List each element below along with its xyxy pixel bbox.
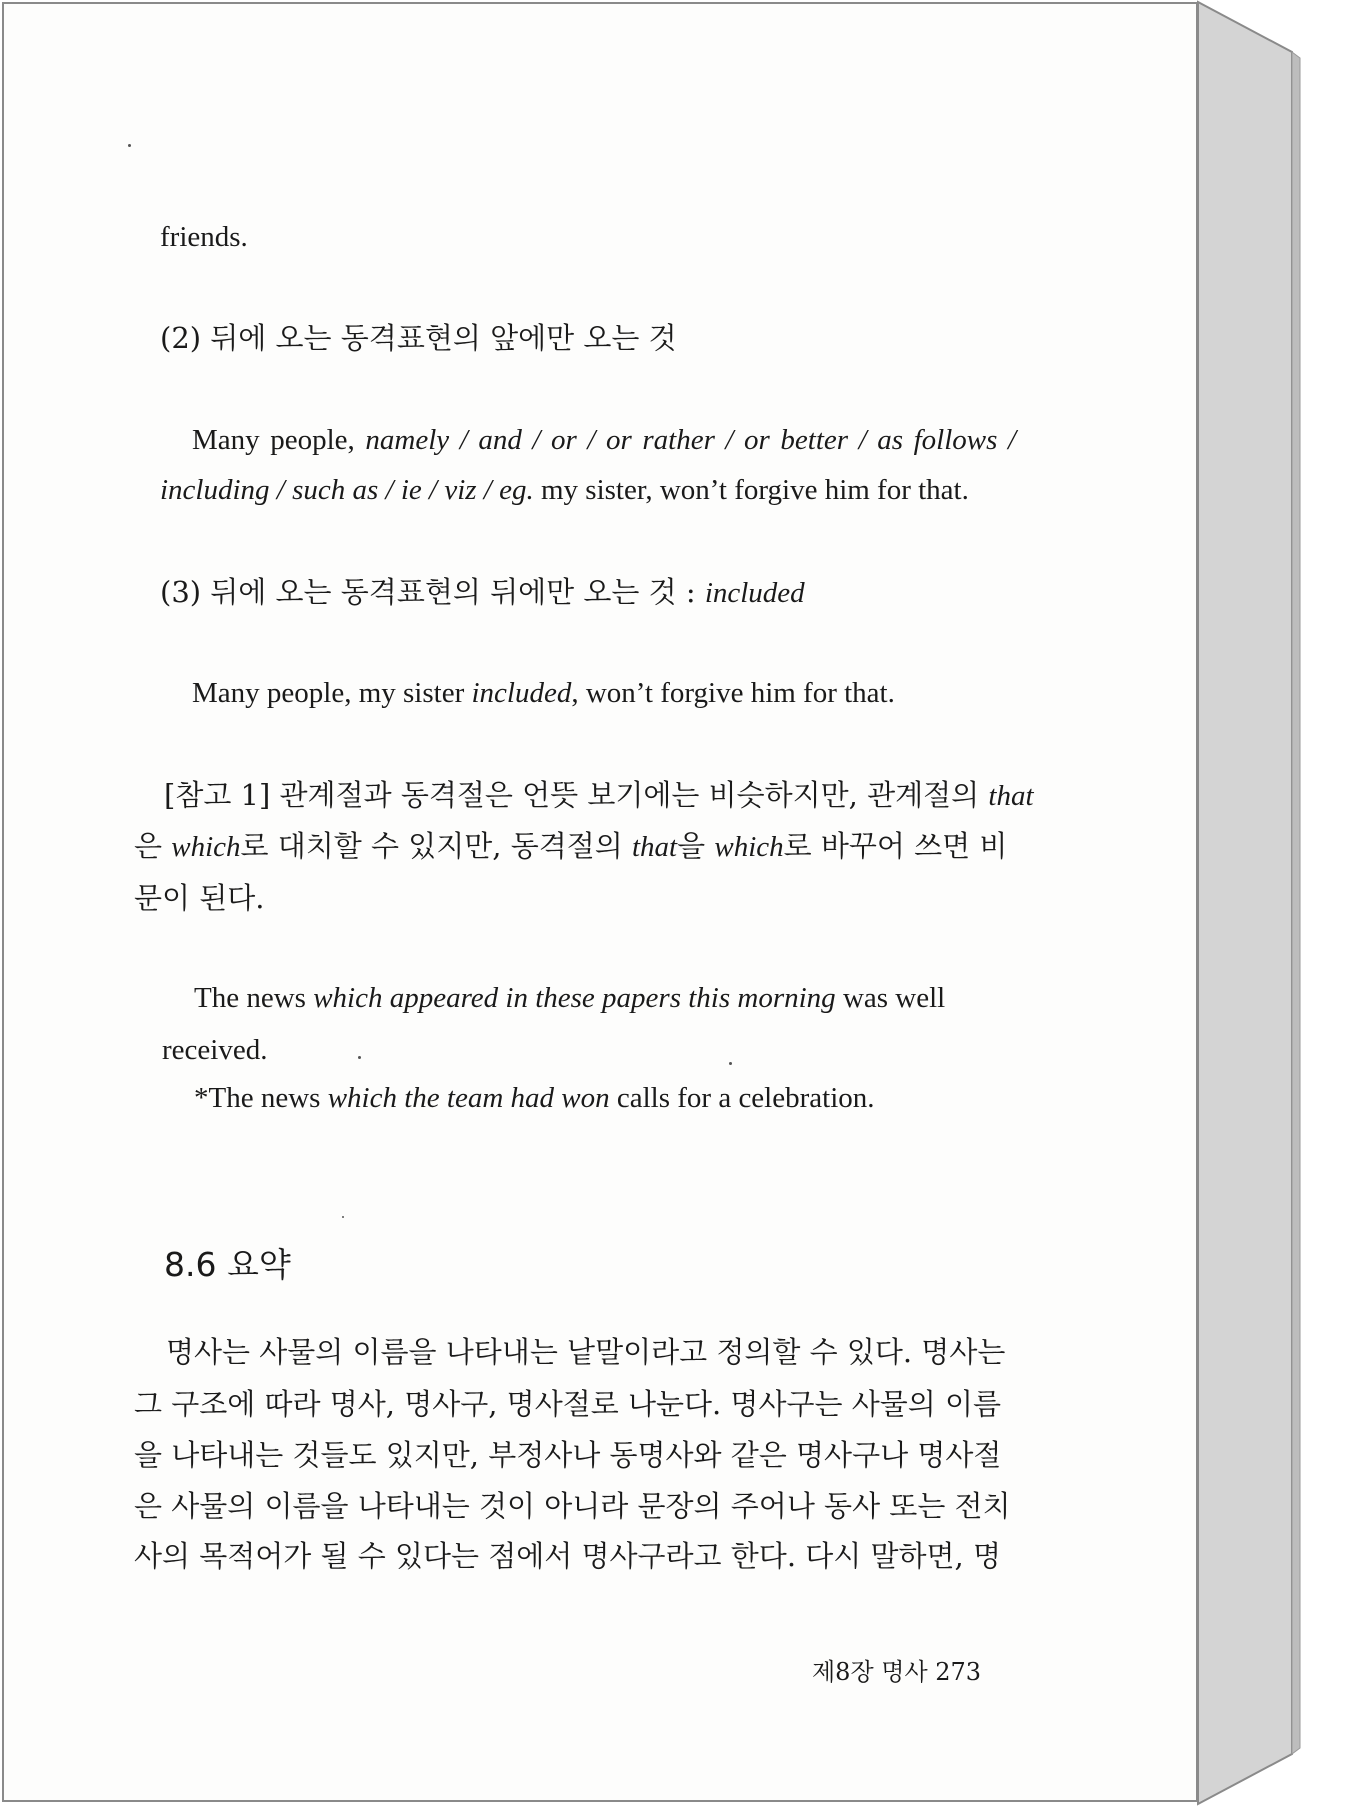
note-text: 을 bbox=[677, 829, 715, 863]
note-italic: that bbox=[632, 831, 678, 863]
note-1-line-3: 문이 된다. bbox=[134, 881, 265, 915]
example-4-line-3 bbox=[194, 1084, 875, 1113]
note-text: 은 bbox=[134, 829, 172, 863]
scan-speck bbox=[128, 144, 131, 147]
example-italic: which the team had won bbox=[327, 1082, 610, 1114]
page-footer: 제8장 명사 273 bbox=[812, 1658, 982, 1686]
example-text: Many people, my sister bbox=[192, 677, 472, 709]
example-text: was well bbox=[835, 982, 946, 1014]
heading-italic: included bbox=[704, 577, 805, 609]
example-italic: which appeared in these papers this morning bbox=[313, 982, 836, 1014]
note-text: 로 바꾸어 쓰면 비 bbox=[783, 829, 1008, 863]
summary-line: 은 사물의 이름을 나타내는 것이 아니라 문장의 주어나 동사 또는 전치 bbox=[134, 1489, 1011, 1523]
note-italic: which bbox=[171, 831, 241, 863]
example-word: people, bbox=[270, 424, 355, 456]
example-4-line-2: received. bbox=[162, 1034, 268, 1066]
book-page bbox=[2, 2, 1198, 1802]
note-text: [참고 1] 관계절과 동격절은 언뜻 보기에는 비슷하지만, 관계절의 bbox=[164, 778, 989, 812]
summary-line: 을 나타내는 것들도 있지만, 부정사나 동명사와 같은 명사구나 명사절 bbox=[134, 1438, 1002, 1472]
example-3 bbox=[192, 679, 895, 708]
scan-speck bbox=[729, 1062, 732, 1065]
example-italic: including / such as / ie / viz / eg. bbox=[160, 474, 534, 506]
example-text: *The news bbox=[194, 1082, 328, 1114]
summary-line: 사의 목적어가 될 수 있다는 점에서 명사구라고 한다. 다시 말하면, 명 bbox=[134, 1539, 1001, 1573]
example-italic: better / as bbox=[780, 424, 904, 456]
text-line-friends: friends. bbox=[160, 221, 248, 253]
example-italic: included bbox=[471, 677, 572, 709]
example-word: Many bbox=[192, 424, 260, 456]
example-italic: follows / bbox=[913, 424, 1017, 456]
scan-speck bbox=[358, 1056, 361, 1059]
summary-line: 그 구조에 따라 명사, 명사구, 명사절로 나눈다. 명사구는 사물의 이름 bbox=[134, 1387, 1001, 1421]
summary-line: 명사는 사물의 이름을 나타내는 낱말이라고 정의할 수 있다. 명사는 bbox=[166, 1335, 1006, 1369]
note-1-line-2 bbox=[134, 829, 1008, 863]
note-italic: that bbox=[988, 780, 1034, 812]
note-italic: which bbox=[714, 831, 784, 863]
item-2-heading: (2) 뒤에 오는 동격표현의 앞에만 오는 것 bbox=[160, 321, 677, 355]
example-2-line-2 bbox=[160, 476, 969, 505]
section-heading: 8.6 요약 bbox=[164, 1245, 291, 1284]
note-1-line-1 bbox=[164, 778, 1034, 812]
scan-speck bbox=[342, 1216, 344, 1218]
heading-text: (3) 뒤에 오는 동격표현의 뒤에만 오는 것 : bbox=[160, 575, 705, 609]
example-2-line-1 bbox=[192, 426, 1016, 455]
item-3-heading bbox=[160, 575, 805, 609]
example-text: calls for a celebration. bbox=[609, 1082, 875, 1114]
example-text: my sister, won’t forgive him for that. bbox=[533, 474, 969, 506]
example-text: The news bbox=[194, 982, 314, 1014]
example-italic: rather / or bbox=[642, 424, 770, 456]
example-4-line-1 bbox=[194, 984, 945, 1013]
example-italic: namely / and / or / or bbox=[365, 424, 632, 456]
example-text: , won’t forgive him for that. bbox=[571, 677, 895, 709]
note-text: 로 대치할 수 있지만, 동격절의 bbox=[240, 829, 632, 863]
